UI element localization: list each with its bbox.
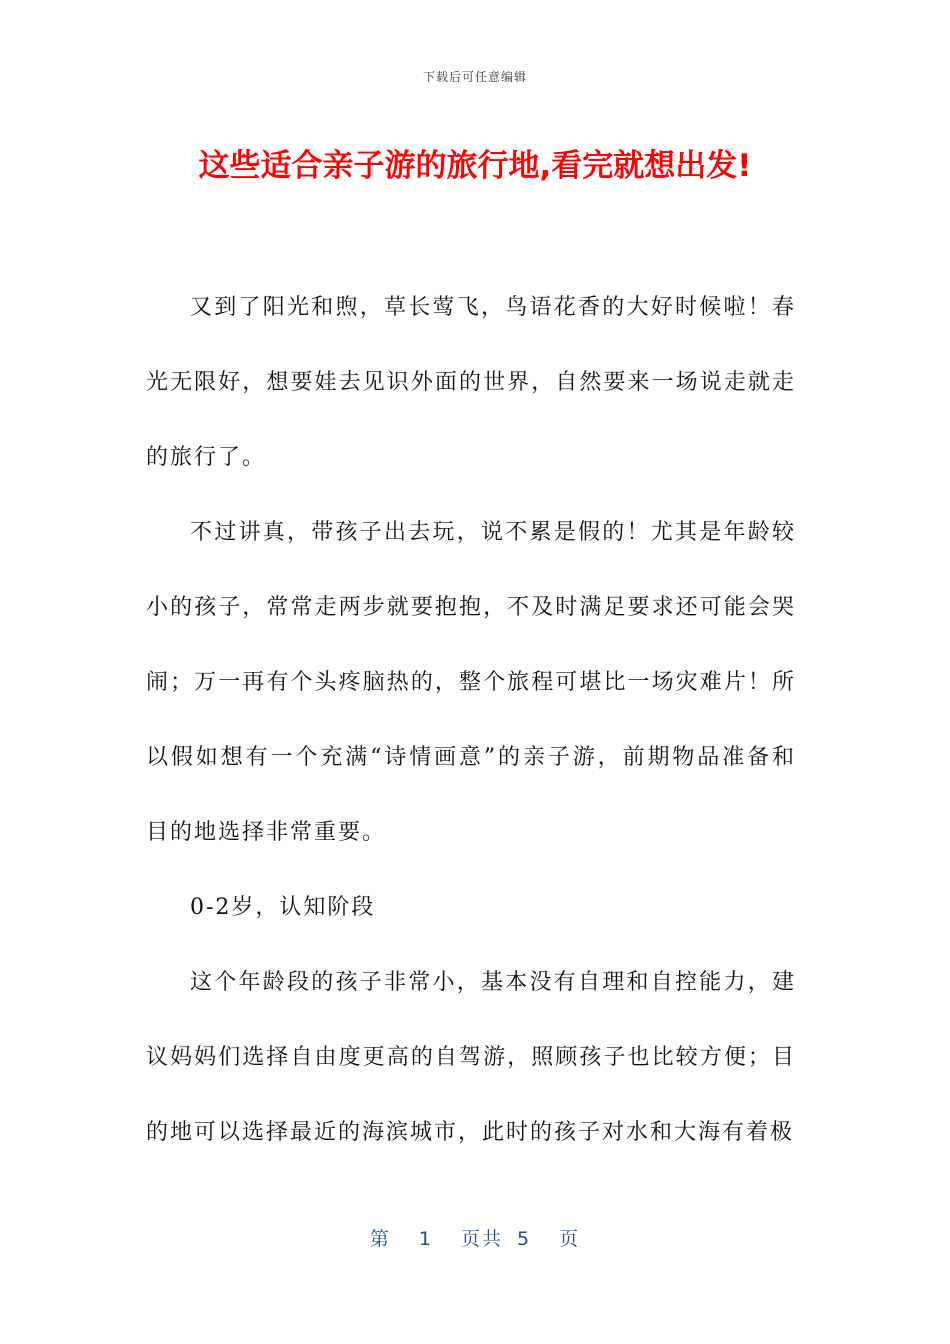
footer-page-suffix: 页 [559,1228,581,1250]
footer-current-page: 1 [418,1228,433,1250]
paragraph-tips: 不过讲真，带孩子出去玩，说不累是假的！尤其是年龄较小的孩子，常常走两步就要抱抱，不及时满足要求还可能会哭闹；万一再有个头疼脑热的，整个旅程可堪比一场灾难片！所以假如想有一个充满“诗情画意”的亲子游，前期物品准备和目的地选择非常重要。 [146,520,796,845]
paragraph-intro: 又到了阳光和煦，草长莺飞，鸟语花香的大好时候啦！春光无限好，想要娃去见识外面的世界，自然要来一场说走就走的旅行了。 [146,295,796,470]
page-footer [0,1224,950,1251]
document-title: 这些适合亲子游的旅行地,看完就想出发! [198,148,752,184]
document-body [146,270,796,1170]
header-note: 下载后可任意编辑 [422,70,527,84]
section-heading-age-0-2: 0-2岁，认知阶段 [190,895,376,920]
footer-total-pages: 5 [517,1228,532,1250]
footer-page-prefix: 第 [369,1228,391,1250]
footer-page-mid: 页共 [460,1228,503,1250]
paragraph-age-0-2: 这个年龄段的孩子非常小，基本没有自理和自控能力，建议妈妈们选择自由度更高的自驾游，照顾孩子也比较方便；目的地可以选择最近的海滨城市，此时的孩子对水和大海有着极 [146,970,796,1145]
